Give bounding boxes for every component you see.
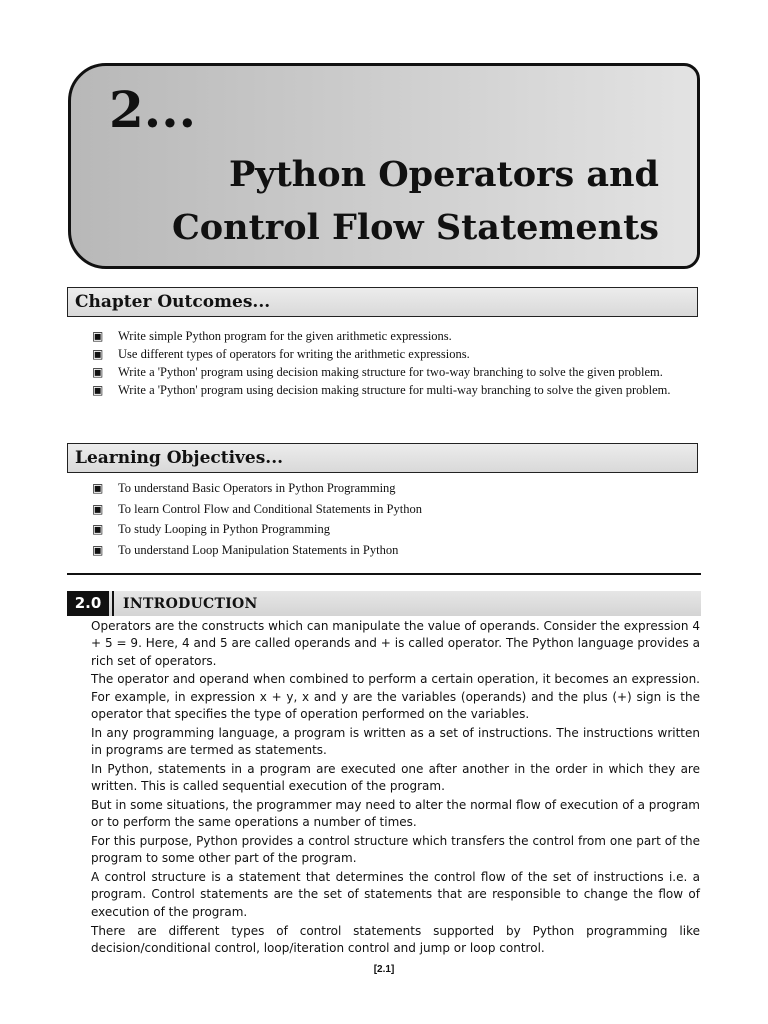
square-bullet-icon: ▣ <box>92 481 104 495</box>
list-item: ▣ Use different types of operators for writing the arithmetic expressions. <box>92 346 700 364</box>
list-item: ▣ To understand Loop Manipulation Statements in Python <box>92 542 700 560</box>
page-number: [2.1] <box>373 964 395 975</box>
learning-objectives-list <box>92 480 700 562</box>
chapter-outcomes-heading: Chapter Outcomes... <box>75 292 271 312</box>
list-item: ▣ To study Looping in Python Programming <box>92 521 700 539</box>
list-item: ▣ Write simple Python program for the given arithmetic expressions. <box>92 328 700 346</box>
chapter-number: 2... <box>109 80 197 139</box>
chapter-header <box>68 63 700 269</box>
list-item: ▣ Write a 'Python' program using decision making structure for two-way branching to solve the given problem. <box>92 364 700 382</box>
list-item: ▣ Write a 'Python' program using decision making structure for multi-way branching to solve the given problem. <box>92 382 700 400</box>
learning-objectives-heading: Learning Objectives... <box>75 448 284 468</box>
section-divider <box>67 573 701 575</box>
chapter-title <box>172 148 659 254</box>
square-bullet-icon: ▣ <box>92 542 104 557</box>
paragraph: But in some situations, the programmer may need to alter the normal flow of execution of a program or to perform the same operations a number of times. <box>91 797 700 830</box>
paragraph: There are different types of control statements supported by Python programming like decision/conditional control, loop/iteration control and jump or loop control. <box>91 923 700 955</box>
chapter-title-line-2: Control Flow Statements <box>171 207 659 248</box>
chapter-outcomes-list <box>92 328 700 400</box>
list-item: ▣ To learn Control Flow and Conditional Statements in Python <box>92 501 700 519</box>
paragraph: In any programming language, a program is written as a set of instructions. The instructions written in programs are termed as statements. <box>91 725 700 758</box>
square-bullet-icon: ▣ <box>92 329 104 343</box>
paragraph: A control structure is a statement that determines the control flow of the set of instructions i.e. a program. Control statements are the set of statements that are responsible to change the flow of execution of the program. <box>91 870 700 919</box>
paragraph: For this purpose, Python provides a control structure which transfers the control from one part of the program to some other part of the program. <box>91 834 700 866</box>
square-bullet-icon: ▣ <box>92 365 104 379</box>
section-title: INTRODUCTION <box>123 596 258 612</box>
chapter-title-line-1: Python Operators and <box>228 154 659 195</box>
paragraph: In Python, statements in a program are executed one after another in the order in which they are written. This is called sequential execution of the program. <box>91 761 700 794</box>
learning-objectives-heading-bar <box>67 443 698 473</box>
square-bullet-icon: ▣ <box>92 383 104 397</box>
introduction-body <box>91 618 700 959</box>
section-separator <box>112 591 114 616</box>
square-bullet-icon: ▣ <box>92 501 104 516</box>
list-item: ▣ To understand Basic Operators in Python Programming <box>92 480 700 498</box>
paragraph: The operator and operand when combined to perform a certain operation, it becomes an expression. For example, in expression x + y, x and y are the variables (operands) and the plus (+) sign is the operator that specifies the type of operation performed on the variables. <box>91 672 700 721</box>
chapter-outcomes-heading-bar <box>67 287 698 317</box>
section-number: 2.0 <box>67 591 109 616</box>
introduction-heading-bar <box>67 591 701 616</box>
paragraph: Operators are the constructs which can manipulate the value of operands. Consider the expression 4 + 5 = 9. Here, 4 and 5 are called operands and + is called operator. The Python language provides a rich set of operators. <box>91 619 700 668</box>
square-bullet-icon: ▣ <box>92 347 104 361</box>
square-bullet-icon: ▣ <box>92 522 104 536</box>
